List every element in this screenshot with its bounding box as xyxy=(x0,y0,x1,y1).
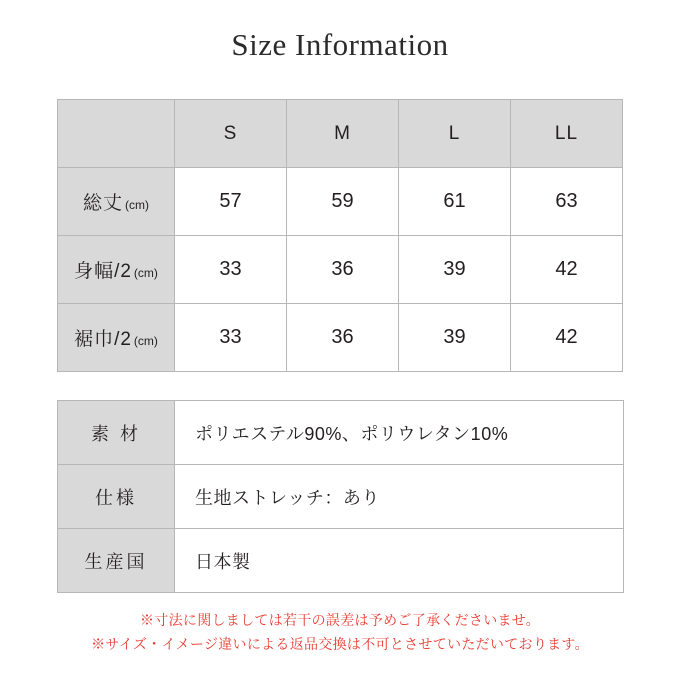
spec-label-material: 素 材 xyxy=(58,401,175,465)
size-column-header-ll: LL xyxy=(511,100,623,168)
cell-width-ll: 42 xyxy=(511,236,623,304)
cell-width-l: 39 xyxy=(399,236,511,304)
spec-value-material: ポリエステル90%、ポリウレタン10% xyxy=(175,401,624,465)
size-table-container xyxy=(57,99,623,372)
cell-hem-l: 39 xyxy=(399,304,511,372)
row-label-text: 身幅/2 xyxy=(74,261,132,282)
size-row-label-hem xyxy=(58,304,175,372)
size-column-header-s: S xyxy=(175,100,287,168)
cell-width-m: 36 xyxy=(287,236,399,304)
row-label-text: 総丈 xyxy=(82,193,123,214)
size-column-header-m: M xyxy=(287,100,399,168)
size-table-corner-cell xyxy=(58,100,175,168)
size-column-header-l: L xyxy=(399,100,511,168)
table-header-row xyxy=(58,100,623,168)
size-table xyxy=(57,99,623,372)
note-line-measurement: ※寸法に関しましては若干の誤差は予めご了承くださいませ。 xyxy=(140,612,540,628)
disclaimer-notes xyxy=(0,608,680,656)
row-label-unit: (cm) xyxy=(133,334,158,348)
row-label-unit: (cm) xyxy=(125,198,149,212)
spec-table-container xyxy=(57,400,623,593)
cell-hem-ll: 42 xyxy=(511,304,623,372)
row-label-unit: (cm) xyxy=(133,266,158,280)
row-label-text: 裾巾/2 xyxy=(74,329,132,350)
spec-table-body xyxy=(58,401,624,593)
cell-hem-m: 36 xyxy=(287,304,399,372)
note-line-returns: ※サイズ・イメージ違いによる返品交換は不可とさせていただいております。 xyxy=(91,636,589,652)
table-row xyxy=(58,529,624,593)
size-table-body xyxy=(58,168,623,372)
size-row-label-width xyxy=(58,236,175,304)
table-row xyxy=(58,465,624,529)
size-table-head xyxy=(58,100,623,168)
cell-length-m: 59 xyxy=(287,168,399,236)
table-row xyxy=(58,236,623,304)
cell-width-s: 33 xyxy=(175,236,287,304)
table-row xyxy=(58,401,624,465)
cell-hem-s: 33 xyxy=(175,304,287,372)
cell-length-ll: 63 xyxy=(511,168,623,236)
page-title: Size Information xyxy=(231,27,449,62)
size-row-label-length xyxy=(58,168,175,236)
spec-label-country: 生産国 xyxy=(58,529,175,593)
spec-table xyxy=(57,400,624,593)
spec-value-specification: 生地ストレッチ：あり xyxy=(175,465,624,529)
table-row xyxy=(58,304,623,372)
spec-label-specification: 仕様 xyxy=(58,465,175,529)
spec-value-country: 日本製 xyxy=(175,529,624,593)
cell-length-l: 61 xyxy=(399,168,511,236)
table-row xyxy=(58,168,623,236)
cell-length-s: 57 xyxy=(175,168,287,236)
